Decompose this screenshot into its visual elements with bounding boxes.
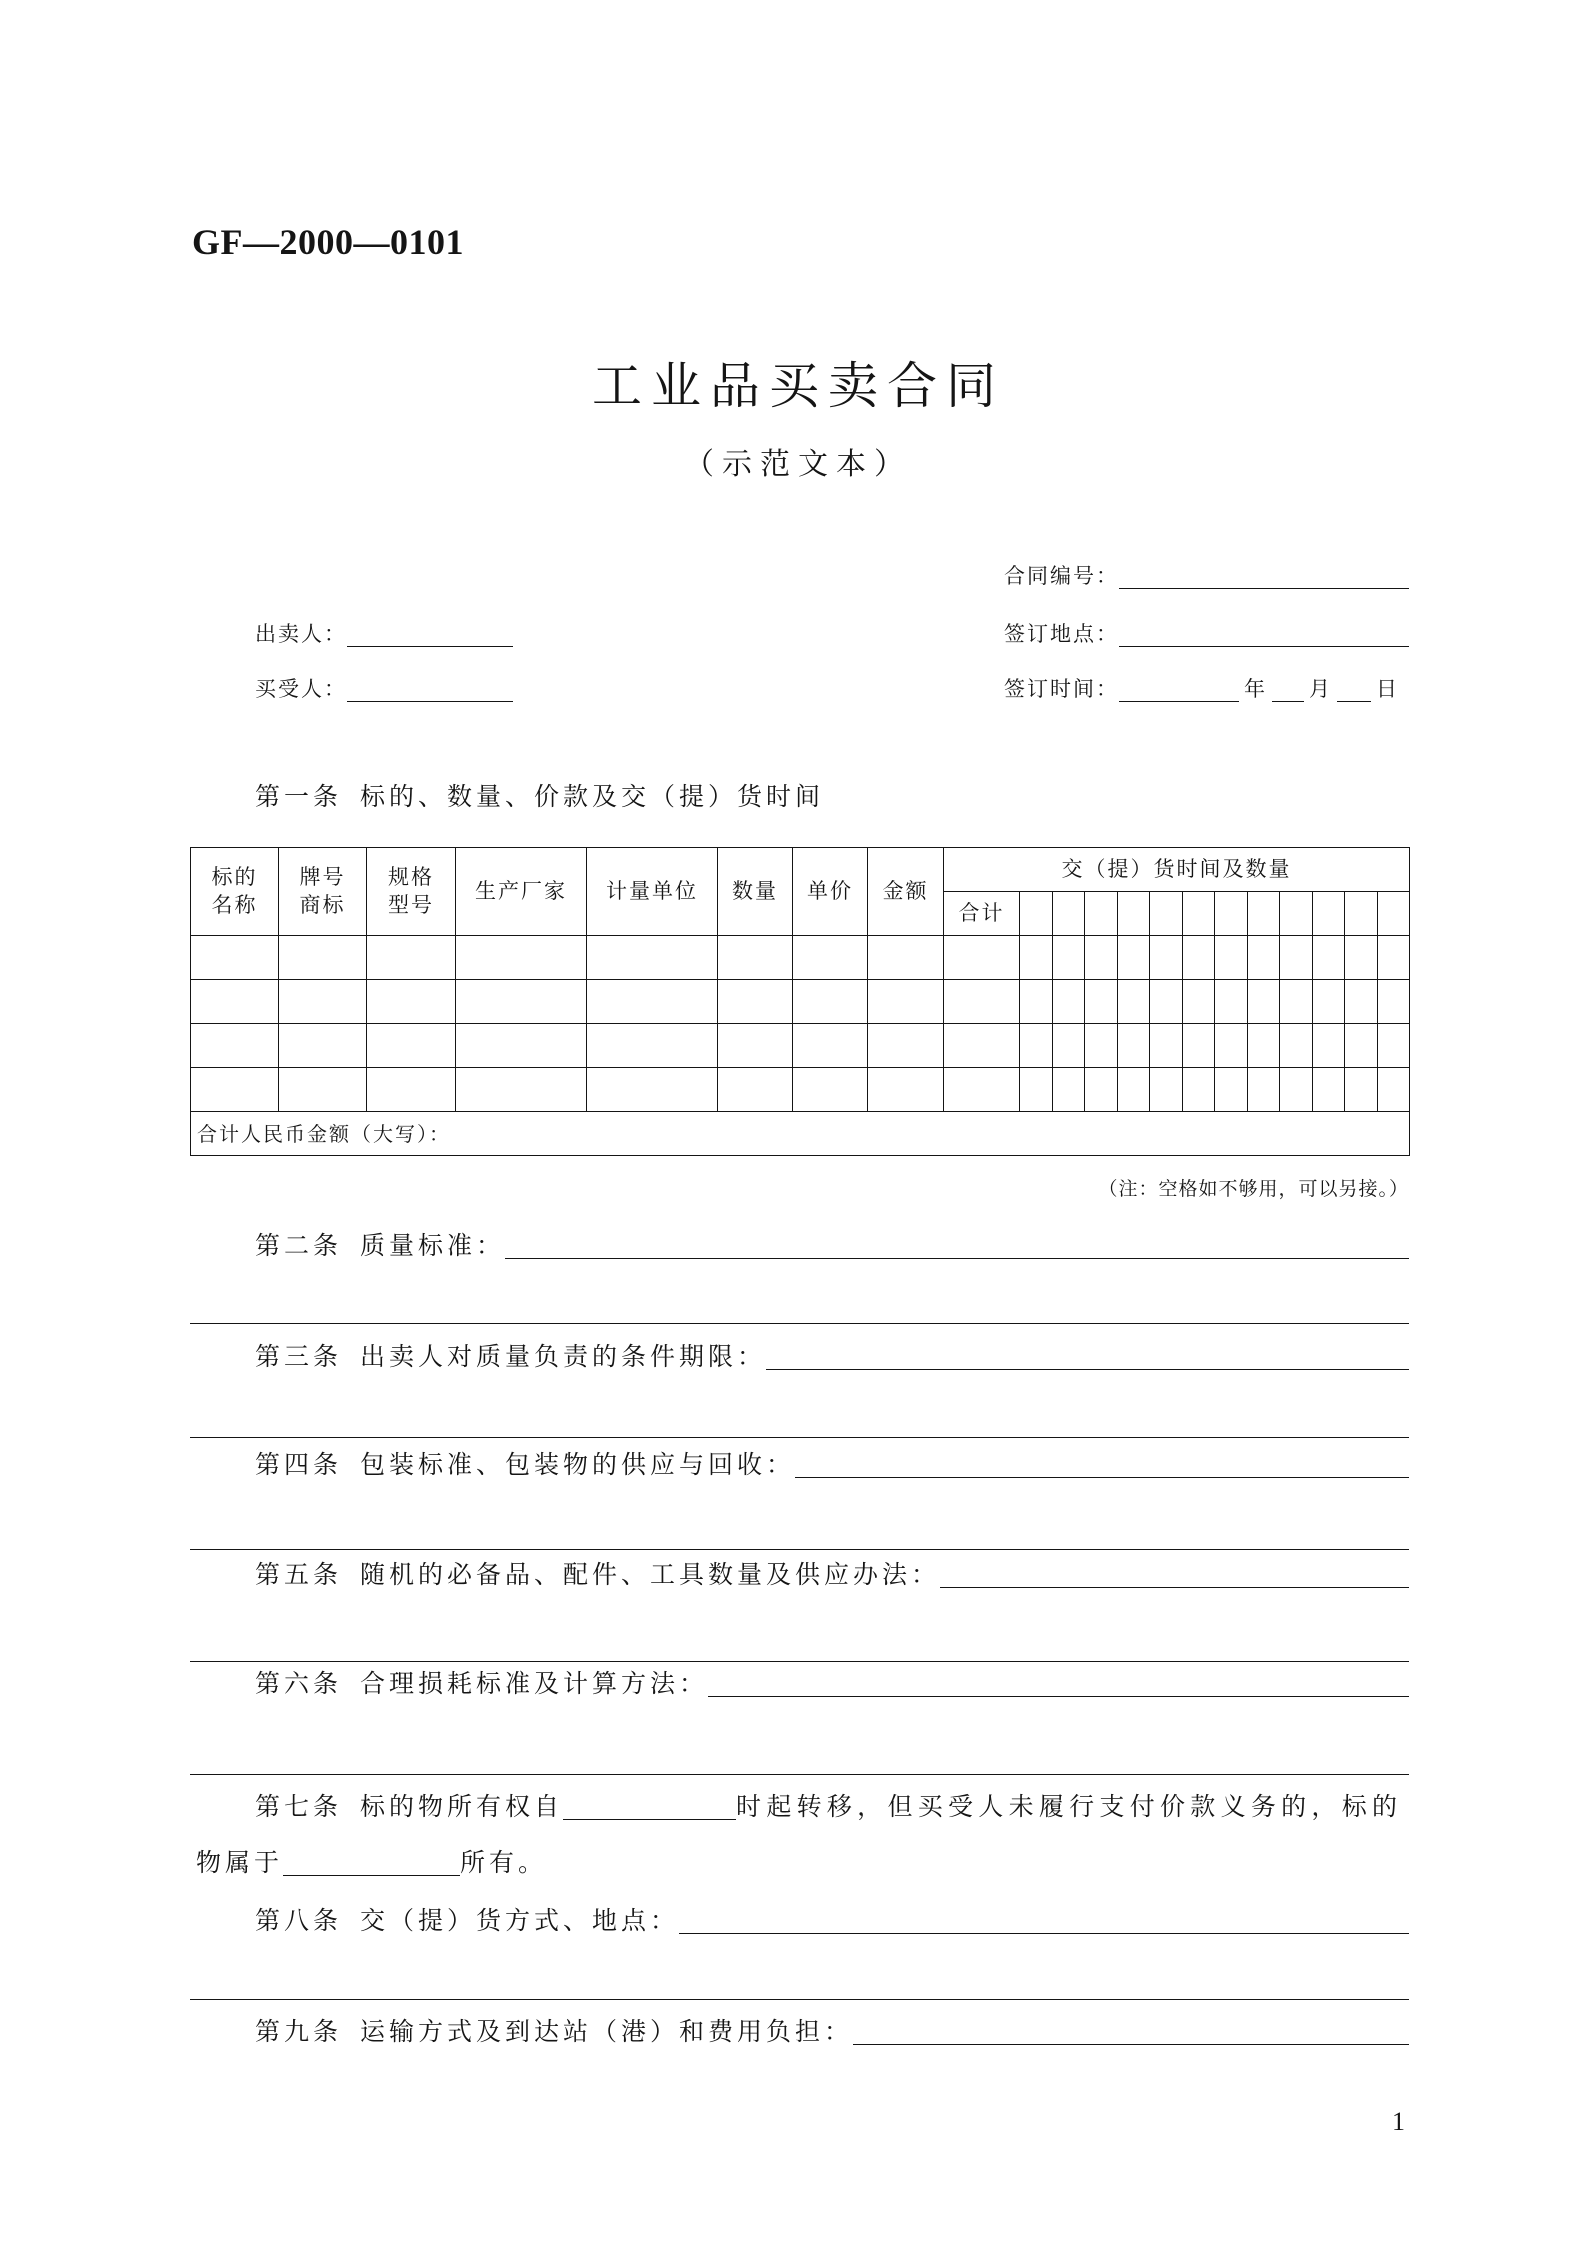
article-number: 第三条 — [255, 1342, 343, 1371]
table-cell — [944, 936, 1020, 980]
article-text: 物属于 — [196, 1848, 284, 1877]
table-cell — [1117, 1068, 1150, 1112]
blank-line — [190, 1661, 1409, 1662]
table-cell — [1312, 980, 1345, 1024]
table-cell — [944, 1024, 1020, 1068]
table-cell — [1377, 1024, 1410, 1068]
table-cell — [1280, 1024, 1313, 1068]
article-blank — [795, 1477, 1409, 1478]
article-4 — [255, 1445, 1409, 1485]
table-cell — [1182, 936, 1215, 980]
table-row — [191, 1068, 1410, 1112]
header-subject-name: 标的 名称 — [191, 848, 279, 936]
document-code: GF—2000—0101 — [192, 222, 464, 262]
article-3 — [255, 1337, 1409, 1377]
table-cell — [868, 936, 944, 980]
article-number: 第五条 — [255, 1560, 343, 1589]
table-cell — [944, 1068, 1020, 1112]
table-cell — [1312, 936, 1345, 980]
table-header-row — [191, 848, 1410, 892]
article-title: 包装标准、包装物的供应与回收： — [360, 1450, 796, 1479]
month-blank — [1272, 701, 1304, 702]
table-cell — [191, 1024, 279, 1068]
table-cell — [1345, 1068, 1378, 1112]
table-cell — [1182, 1024, 1215, 1068]
seller-blank — [347, 646, 513, 647]
article-9 — [255, 2012, 1409, 2052]
table-cell — [587, 980, 718, 1024]
table-cell — [1247, 980, 1280, 1024]
blank-line — [190, 1437, 1409, 1438]
header-delivery-schedule: 交（提）货时间及数量 — [944, 848, 1410, 892]
article-blank — [679, 1933, 1409, 1934]
article-title: 质量标准： — [360, 1231, 506, 1260]
article-title: 标的、数量、价款及交（提）货时间 — [360, 782, 825, 811]
buyer-label: 买受人： — [255, 677, 347, 701]
table-cell — [279, 1068, 367, 1112]
table-cell — [456, 936, 587, 980]
table-cell — [1117, 936, 1150, 980]
sign-time-field — [1004, 669, 1404, 709]
header-delivery-total: 合计 — [944, 892, 1020, 936]
table-cell — [718, 980, 793, 1024]
ownership-party-blank — [283, 1875, 460, 1876]
table-cell — [367, 980, 456, 1024]
article-number: 第二条 — [255, 1231, 343, 1260]
table-cell — [718, 1068, 793, 1112]
article-number: 第一条 — [255, 782, 343, 811]
article-text: 标的物所有权自 — [360, 1792, 564, 1821]
table-cell — [1280, 1068, 1313, 1112]
article-title: 出卖人对质量负责的条件期限： — [360, 1342, 767, 1371]
delivery-slot-cell — [1182, 892, 1215, 936]
table-cell — [456, 1068, 587, 1112]
table-cell — [1052, 1068, 1085, 1112]
year-blank — [1119, 701, 1239, 702]
sign-time-label: 签订时间： — [1004, 677, 1119, 701]
sign-place-blank — [1119, 646, 1409, 647]
table-cell — [1215, 1024, 1248, 1068]
article-text: 时起转移，但买受人未履行支付价款义务的，标的 — [736, 1792, 1401, 1821]
delivery-slot-cell — [1345, 892, 1378, 936]
delivery-slot-cell — [1085, 892, 1118, 936]
header-quantity: 数量 — [718, 848, 793, 936]
table-cell — [1150, 980, 1183, 1024]
table-cell — [1377, 1068, 1410, 1112]
header-unit: 计量单位 — [587, 848, 718, 936]
table-cell — [1117, 1024, 1150, 1068]
table-cell — [1020, 1024, 1053, 1068]
blank-line — [190, 1999, 1409, 2000]
blank-line — [190, 1549, 1409, 1550]
table-cell — [191, 936, 279, 980]
table-cell — [1215, 936, 1248, 980]
table-cell — [793, 1068, 868, 1112]
article-number: 第四条 — [255, 1450, 343, 1479]
table-cell — [367, 936, 456, 980]
buyer-field — [255, 669, 513, 709]
table-cell — [279, 980, 367, 1024]
article-7-line-2 — [196, 1843, 547, 1883]
table-cell — [1150, 1024, 1183, 1068]
table-cell — [1150, 936, 1183, 980]
delivery-slot-cell — [1280, 892, 1313, 936]
header-spec-model: 规格 型号 — [367, 848, 456, 936]
items-table — [190, 847, 1410, 1156]
header-brand: 牌号 商标 — [279, 848, 367, 936]
table-cell — [1312, 1068, 1345, 1112]
table-cell — [718, 936, 793, 980]
table-cell — [1085, 1068, 1118, 1112]
table-row — [191, 980, 1410, 1024]
table-cell — [1215, 980, 1248, 1024]
seller-field — [255, 614, 513, 654]
table-cell — [1247, 936, 1280, 980]
table-cell — [1052, 1024, 1085, 1068]
table-cell — [367, 1068, 456, 1112]
article-number: 第七条 — [255, 1792, 343, 1821]
page-number: 1 — [1392, 2107, 1405, 2136]
delivery-slot-cell — [1020, 892, 1053, 936]
table-cell — [793, 936, 868, 980]
article-blank — [505, 1258, 1409, 1259]
header-amount: 金额 — [868, 848, 944, 936]
contract-number-label: 合同编号： — [1004, 564, 1119, 588]
table-cell — [1345, 1024, 1378, 1068]
table-cell — [1247, 1068, 1280, 1112]
table-cell — [1345, 980, 1378, 1024]
table-cell — [1052, 936, 1085, 980]
day-label: 日 — [1376, 677, 1399, 701]
article-1 — [255, 777, 824, 817]
buyer-blank — [347, 701, 513, 702]
header-manufacturer: 生产厂家 — [456, 848, 587, 936]
table-cell — [1345, 936, 1378, 980]
blank-line — [190, 1774, 1409, 1775]
header-unit-price: 单价 — [793, 848, 868, 936]
table-cell — [279, 936, 367, 980]
table-cell — [1377, 980, 1410, 1024]
table-cell — [1020, 936, 1053, 980]
table-cell — [868, 980, 944, 1024]
table-cell — [587, 936, 718, 980]
contract-subtitle: （示范文本） — [684, 447, 912, 482]
delivery-slot-cell — [1150, 892, 1183, 936]
table-cell — [1150, 1068, 1183, 1112]
table-cell — [456, 980, 587, 1024]
table-cell — [718, 1024, 793, 1068]
article-title: 合理损耗标准及计算方法： — [360, 1669, 709, 1698]
delivery-slot-cell — [1215, 892, 1248, 936]
delivery-slot-cell — [1247, 892, 1280, 936]
article-blank — [853, 2044, 1409, 2045]
article-5 — [255, 1555, 1409, 1595]
table-cell — [868, 1068, 944, 1112]
table-note: （注：空格如不够用，可以另接。） — [1098, 1178, 1409, 1200]
day-blank — [1337, 701, 1371, 702]
article-title: 随机的必备品、配件、工具数量及供应办法： — [360, 1560, 941, 1589]
delivery-slot-cell — [1377, 892, 1410, 936]
table-cell — [1247, 1024, 1280, 1068]
article-2 — [255, 1226, 1409, 1266]
month-label: 月 — [1309, 677, 1332, 701]
article-number: 第九条 — [255, 2017, 343, 2046]
seller-label: 出卖人： — [255, 622, 347, 646]
sign-place-label: 签订地点： — [1004, 622, 1119, 646]
table-cell — [456, 1024, 587, 1068]
items-table-body — [191, 848, 1410, 1156]
table-cell — [1020, 1068, 1053, 1112]
article-7-line-1 — [255, 1787, 1401, 1827]
table-cell — [1182, 1068, 1215, 1112]
delivery-slot-cell — [1117, 892, 1150, 936]
contract-number-blank — [1119, 588, 1409, 589]
table-row — [191, 936, 1410, 980]
article-blank — [766, 1369, 1409, 1370]
table-cell — [1085, 980, 1118, 1024]
table-cell — [1377, 936, 1410, 980]
article-blank — [940, 1587, 1409, 1588]
table-cell — [868, 1024, 944, 1068]
table-cell — [1312, 1024, 1345, 1068]
table-cell — [1085, 936, 1118, 980]
article-8 — [255, 1901, 1409, 1941]
article-number: 第八条 — [255, 1906, 343, 1935]
table-cell — [587, 1068, 718, 1112]
table-row — [191, 1024, 1410, 1068]
contract-title: 工业品买卖合同 — [592, 357, 1005, 415]
table-cell — [279, 1024, 367, 1068]
table-cell — [1280, 936, 1313, 980]
table-cell — [793, 980, 868, 1024]
contract-number-field — [1004, 556, 1409, 596]
table-cell — [1182, 980, 1215, 1024]
total-amount-row — [191, 1112, 1410, 1156]
blank-line — [190, 1323, 1409, 1324]
article-text: 所有。 — [460, 1848, 548, 1877]
table-cell — [944, 980, 1020, 1024]
total-amount-label: 合计人民币金额（大写）： — [191, 1112, 1410, 1156]
article-6 — [255, 1664, 1409, 1704]
year-label: 年 — [1244, 677, 1267, 701]
table-cell — [367, 1024, 456, 1068]
table-cell — [793, 1024, 868, 1068]
table-cell — [1020, 980, 1053, 1024]
delivery-slot-cell — [1312, 892, 1345, 936]
article-number: 第六条 — [255, 1669, 343, 1698]
table-cell — [191, 980, 279, 1024]
table-cell — [191, 1068, 279, 1112]
table-cell — [1280, 980, 1313, 1024]
table-cell — [1117, 980, 1150, 1024]
delivery-slot-cell — [1052, 892, 1085, 936]
table-cell — [1085, 1024, 1118, 1068]
article-title: 交（提）货方式、地点： — [360, 1906, 680, 1935]
sign-place-field — [1004, 614, 1409, 654]
table-cell — [1215, 1068, 1248, 1112]
table-cell — [587, 1024, 718, 1068]
ownership-time-blank — [563, 1819, 736, 1820]
table-cell — [1052, 980, 1085, 1024]
article-blank — [708, 1696, 1409, 1697]
article-title: 运输方式及到达站（港）和费用负担： — [360, 2017, 854, 2046]
